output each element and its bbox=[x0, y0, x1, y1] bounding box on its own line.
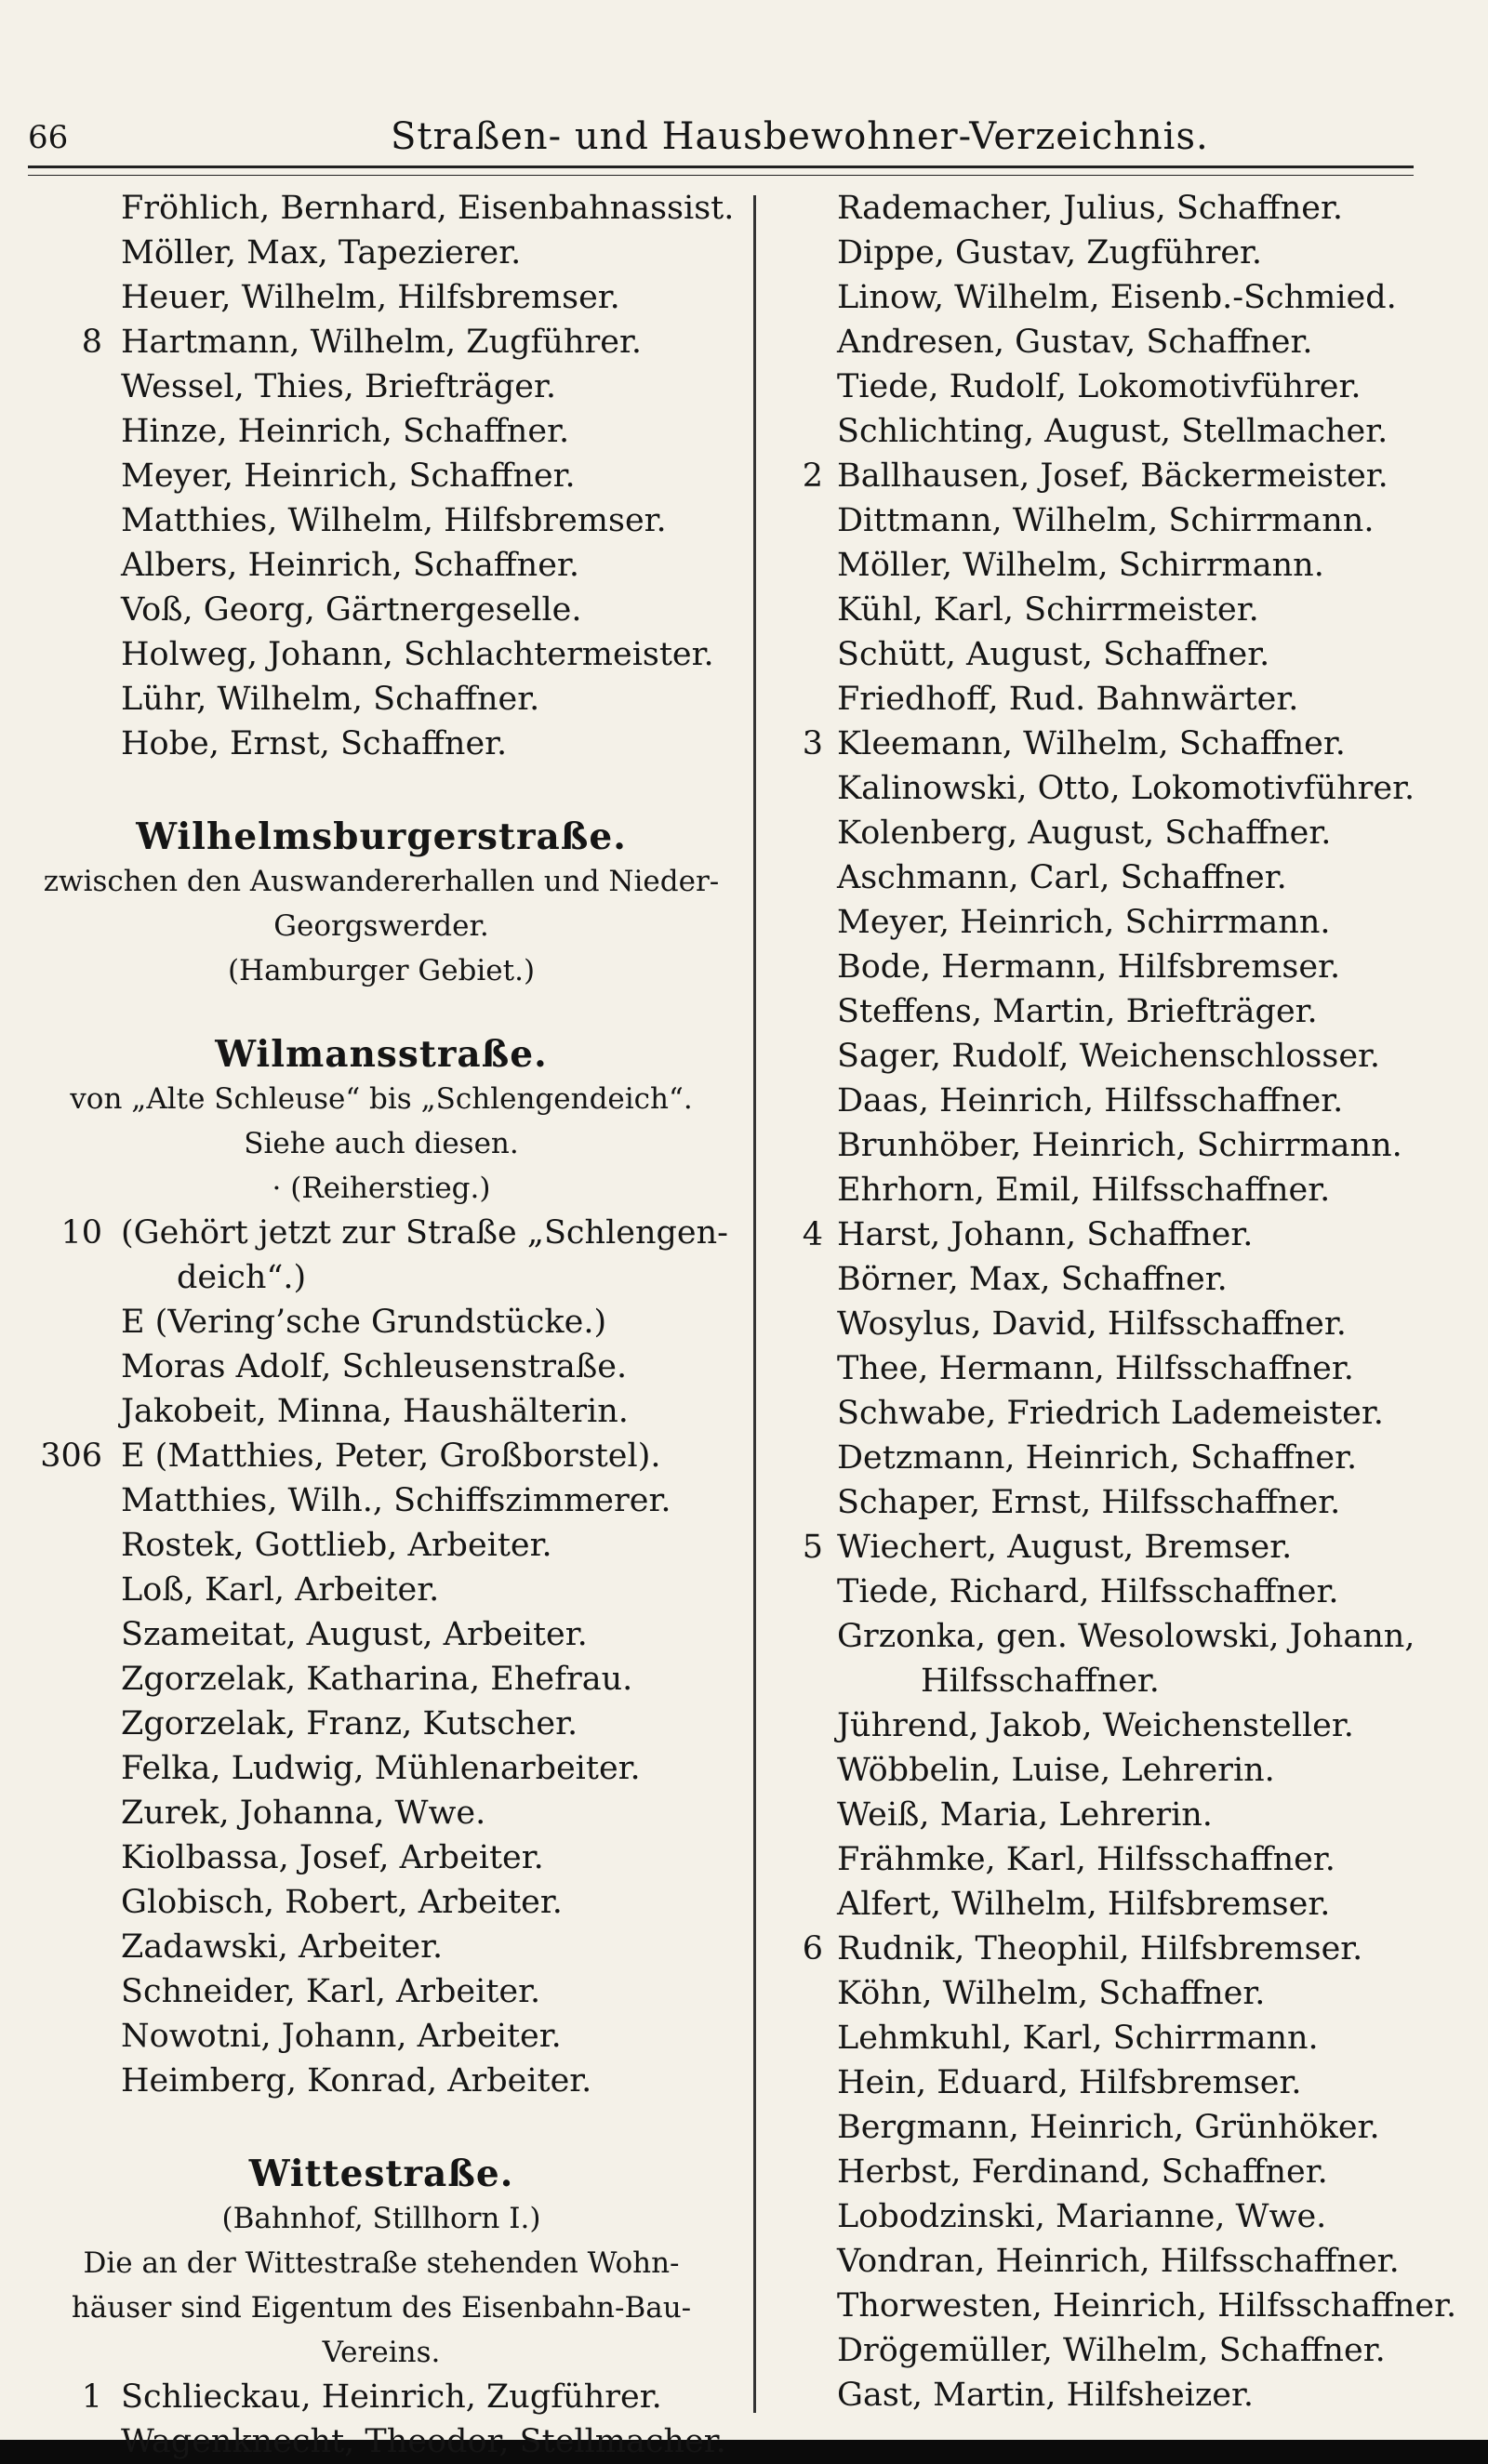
resident-text: Tiede, Rudolf, Lokomotivführer. bbox=[837, 368, 1362, 405]
resident-text: Jakobeit, Minna, Haushälterin. bbox=[121, 1393, 629, 1430]
resident-text: Möller, Max, Tapezierer. bbox=[121, 234, 522, 272]
resident-text: Herbst, Ferdinand, Schaffner. bbox=[837, 2153, 1328, 2191]
resident-text: Linow, Wilhelm, Eisenb.-Schmied. bbox=[837, 279, 1397, 316]
house-number-entry bbox=[28, 1211, 735, 1255]
street-description: von „Alte Schleuse“ bis „Schlengendeich“. bbox=[70, 1082, 693, 1116]
resident-list-continued bbox=[28, 186, 735, 766]
house-number: 10 bbox=[60, 1214, 102, 1252]
resident-entry bbox=[28, 1925, 735, 1969]
resident-text: Köhn, Wilhelm, Schaffner. bbox=[837, 1975, 1266, 2012]
house-number-entry bbox=[781, 722, 1469, 766]
resident-text: Wöbbelin, Luise, Lehrerin. bbox=[837, 1752, 1275, 1789]
resident-text: Weiß, Maria, Lehrerin. bbox=[837, 1796, 1213, 1834]
street-description: Georgswerder. bbox=[273, 909, 489, 943]
street-description: häuser sind Eigentum des Eisenbahn-Bau- bbox=[71, 2291, 692, 2325]
house-number-entry bbox=[781, 454, 1469, 498]
resident-text: Rudnik, Theophil, Hilfsbremser. bbox=[837, 1930, 1363, 1967]
resident-entry bbox=[781, 855, 1469, 900]
resident-text: Moras Adolf, Schleusenstraße. bbox=[121, 1348, 628, 1385]
resident-text: Kolenberg, August, Schaffner. bbox=[837, 815, 1332, 852]
street-heading-wittestrasse: Wittestraße. bbox=[248, 2153, 514, 2195]
resident-text: Szameitat, August, Arbeiter. bbox=[121, 1616, 588, 1653]
resident-text: Kiolbassa, Josef, Arbeiter. bbox=[121, 1839, 544, 1876]
resident-entry bbox=[781, 1748, 1469, 1793]
resident-entry bbox=[781, 2373, 1469, 2418]
resident-text: Lobodzinski, Marianne, Wwe. bbox=[837, 2198, 1327, 2235]
resident-text: Dippe, Gustav, Zugführer. bbox=[837, 234, 1263, 272]
resident-list-wilmansstrasse bbox=[28, 1211, 735, 2103]
resident-text: Schaper, Ernst, Hilfsschaffner. bbox=[837, 1484, 1341, 1521]
resident-text: Alfert, Wilhelm, Hilfsbremser. bbox=[837, 1886, 1331, 1923]
resident-text: Fröhlich, Bernhard, Eisenbahnassist. bbox=[121, 190, 735, 227]
house-number: 5 bbox=[802, 1529, 823, 1566]
house-number: 3 bbox=[802, 725, 823, 762]
resident-list-wittestrasse bbox=[28, 2375, 735, 2464]
header-rule-bottom bbox=[28, 175, 1414, 176]
street-note: (Hamburger Gebiet.) bbox=[227, 954, 536, 987]
resident-text: Wosylus, David, Hilfsschaffner. bbox=[837, 1305, 1347, 1343]
resident-entry bbox=[781, 2105, 1469, 2150]
resident-entry bbox=[28, 588, 735, 632]
resident-text: Bergmann, Heinrich, Grünhöker. bbox=[837, 2109, 1380, 2146]
resident-entry bbox=[781, 677, 1469, 722]
resident-entry bbox=[781, 989, 1469, 1034]
resident-entry bbox=[28, 2014, 735, 2059]
resident-text: Hinze, Heinrich, Schaffner. bbox=[121, 413, 570, 450]
resident-text: Vondran, Heinrich, Hilfsschaffner. bbox=[837, 2243, 1400, 2280]
resident-entry bbox=[28, 498, 735, 543]
resident-text: Daas, Heinrich, Hilfsschaffner. bbox=[837, 1082, 1344, 1119]
resident-text: Gast, Martin, Hilfsheizer. bbox=[837, 2377, 1255, 2414]
resident-text: Detzmann, Heinrich, Schaffner. bbox=[837, 1439, 1358, 1477]
resident-entry bbox=[28, 1880, 735, 1925]
resident-text: Albers, Heinrich, Schaffner. bbox=[121, 547, 579, 584]
resident-text: Holweg, Johann, Schlachtermeister. bbox=[121, 636, 714, 673]
resident-entry bbox=[781, 231, 1469, 275]
resident-text: Schlieckau, Heinrich, Zugführer. bbox=[121, 2378, 662, 2416]
street-description: Die an der Wittestraße stehenden Wohn- bbox=[83, 2246, 680, 2280]
resident-text: Drögemüller, Wilhelm, Schaffner. bbox=[837, 2332, 1386, 2369]
resident-entry bbox=[781, 1034, 1469, 1079]
resident-entry bbox=[781, 1079, 1469, 1123]
resident-text: Zadawski, Arbeiter. bbox=[121, 1928, 444, 1966]
street-heading-wilhelmsburgerstrasse: Wilhelmsburgerstraße. bbox=[136, 815, 627, 858]
resident-entry bbox=[781, 766, 1469, 811]
resident-text: E (Matthies, Peter, Großborstel). bbox=[121, 1437, 661, 1475]
resident-text: Börner, Max, Schaffner. bbox=[837, 1261, 1228, 1298]
resident-text: Thorwesten, Heinrich, Hilfsschaffner. bbox=[837, 2287, 1457, 2325]
resident-entry bbox=[28, 186, 735, 231]
resident-text: Lühr, Wilhelm, Schaffner. bbox=[121, 681, 540, 718]
resident-text: Steffens, Martin, Briefträger. bbox=[837, 993, 1318, 1030]
resident-entry bbox=[28, 1300, 735, 1345]
house-number: 306 bbox=[40, 1437, 102, 1475]
resident-text: Wessel, Thies, Briefträger. bbox=[121, 368, 557, 405]
street-description: Vereins. bbox=[322, 2336, 441, 2369]
resident-text: Rostek, Gottlieb, Arbeiter. bbox=[121, 1527, 552, 1564]
house-number: 2 bbox=[802, 457, 823, 495]
header-rule-top bbox=[28, 166, 1414, 168]
resident-entry bbox=[781, 2239, 1469, 2284]
resident-text: Möller, Wilhelm, Schirrmann. bbox=[837, 547, 1324, 584]
resident-text: Hartmann, Wilhelm, Zugführer. bbox=[121, 324, 642, 361]
resident-entry bbox=[28, 1523, 735, 1568]
resident-entry bbox=[781, 2194, 1469, 2239]
resident-text: Ballhausen, Josef, Bäckermeister. bbox=[837, 457, 1388, 495]
resident-entry bbox=[781, 364, 1469, 409]
resident-entry bbox=[781, 1793, 1469, 1837]
resident-entry bbox=[781, 2016, 1469, 2060]
resident-entry bbox=[28, 1612, 735, 1657]
resident-text: (Gehört jetzt zur Straße „Schlengen- bbox=[121, 1214, 729, 1252]
resident-entry bbox=[28, 1389, 735, 1434]
house-number: 4 bbox=[802, 1216, 823, 1253]
resident-text: Hein, Eduard, Hilfsbremser. bbox=[837, 2064, 1302, 2101]
resident-entry bbox=[781, 1614, 1469, 1659]
resident-entry bbox=[781, 186, 1469, 231]
street-description: Siehe auch diesen. bbox=[244, 1127, 519, 1160]
resident-entry bbox=[781, 1480, 1469, 1525]
resident-entry bbox=[28, 364, 735, 409]
resident-entry bbox=[781, 1257, 1469, 1302]
resident-text: Kühl, Karl, Schirrmeister. bbox=[837, 591, 1259, 629]
resident-text: Aschmann, Carl, Schaffner. bbox=[837, 859, 1287, 896]
resident-text: Wiechert, August, Bremser. bbox=[837, 1529, 1293, 1566]
resident-entry bbox=[28, 1969, 735, 2014]
resident-text: deich“.) bbox=[177, 1259, 307, 1296]
resident-text: Voß, Georg, Gärtnergeselle. bbox=[121, 591, 582, 629]
resident-entry bbox=[781, 498, 1469, 543]
resident-entry bbox=[28, 454, 735, 498]
resident-entry bbox=[28, 1746, 735, 1791]
resident-text: Brunhöber, Heinrich, Schirrmann. bbox=[837, 1127, 1402, 1164]
resident-text: Friedhoff, Rud. Bahnwärter. bbox=[837, 681, 1299, 718]
resident-entry bbox=[28, 231, 735, 275]
house-number: 1 bbox=[81, 2378, 102, 2416]
resident-entry bbox=[28, 275, 735, 320]
resident-entry bbox=[781, 1346, 1469, 1391]
resident-entry bbox=[781, 1837, 1469, 1882]
resident-text: Thee, Hermann, Hilfsschaffner. bbox=[837, 1350, 1354, 1387]
resident-entry bbox=[781, 632, 1469, 677]
resident-text: Schwabe, Friedrich Lademeister. bbox=[837, 1395, 1384, 1432]
house-number-entry bbox=[28, 1434, 735, 1478]
house-number-entry bbox=[28, 2375, 735, 2419]
resident-entry bbox=[781, 1168, 1469, 1212]
resident-entry bbox=[28, 677, 735, 722]
house-number-entry bbox=[781, 1525, 1469, 1570]
resident-text: Matthies, Wilh., Schiffszimmerer. bbox=[121, 1482, 671, 1519]
resident-entry bbox=[781, 1703, 1469, 1748]
house-number-entry bbox=[781, 1212, 1469, 1257]
resident-entry bbox=[781, 1391, 1469, 1436]
resident-text: Grzonka, gen. Wesolowski, Johann, bbox=[837, 1618, 1415, 1655]
resident-text: Kleemann, Wilhelm, Schaffner. bbox=[837, 725, 1346, 762]
resident-entry bbox=[28, 722, 735, 766]
resident-entry bbox=[781, 1971, 1469, 2016]
street-heading-wilmansstrasse: Wilmansstraße. bbox=[215, 1033, 548, 1076]
left-column bbox=[28, 186, 735, 2464]
resident-entry bbox=[781, 1302, 1469, 1346]
house-number-entry bbox=[781, 1927, 1469, 1971]
resident-entry bbox=[28, 632, 735, 677]
resident-text: Zurek, Johanna, Wwe. bbox=[121, 1795, 486, 1832]
resident-text: Hilfsschaffner. bbox=[921, 1663, 1160, 1700]
resident-entry bbox=[781, 2060, 1469, 2105]
resident-entry bbox=[781, 275, 1469, 320]
resident-text: Ehrhorn, Emil, Hilfsschaffner. bbox=[837, 1172, 1331, 1209]
resident-text: Jührend, Jakob, Weichensteller. bbox=[837, 1707, 1354, 1744]
resident-entry bbox=[28, 1835, 735, 1880]
resident-entry bbox=[781, 1882, 1469, 1927]
resident-entry bbox=[781, 945, 1469, 989]
resident-text: Zgorzelak, Katharina, Ehefrau. bbox=[121, 1661, 633, 1698]
street-note: · (Reiherstieg.) bbox=[272, 1172, 491, 1205]
resident-entry bbox=[28, 1657, 735, 1702]
resident-text: Zgorzelak, Franz, Kutscher. bbox=[121, 1705, 578, 1742]
resident-text: Lehmkuhl, Karl, Schirrmann. bbox=[837, 2020, 1319, 2057]
page-number: 66 bbox=[28, 119, 69, 156]
resident-entry bbox=[28, 1478, 735, 1523]
resident-entry bbox=[28, 543, 735, 588]
resident-entry bbox=[28, 1568, 735, 1612]
resident-text: Andresen, Gustav, Schaffner. bbox=[837, 324, 1313, 361]
resident-entry bbox=[781, 1659, 1469, 1703]
resident-text: Rademacher, Julius, Schaffner. bbox=[837, 190, 1344, 227]
resident-text: Bode, Hermann, Hilfsbremser. bbox=[837, 948, 1341, 986]
street-note: (Bahnhof, Stillhorn I.) bbox=[221, 2202, 541, 2235]
resident-entry bbox=[28, 1255, 735, 1300]
resident-text: Sager, Rudolf, Weichenschlosser. bbox=[837, 1038, 1381, 1075]
resident-entry bbox=[28, 1702, 735, 1746]
resident-text: Schneider, Karl, Arbeiter. bbox=[121, 1973, 541, 2010]
page-title: Straßen- und Hausbewohner-Verzeichnis. bbox=[391, 115, 1209, 158]
column-divider bbox=[753, 195, 756, 2413]
resident-text: E (Vering’sche Grundstücke.) bbox=[121, 1304, 607, 1341]
resident-entry bbox=[28, 2059, 735, 2103]
resident-entry bbox=[781, 2284, 1469, 2328]
resident-text: Frähmke, Karl, Hilfsschaffner. bbox=[837, 1841, 1335, 1878]
street-description: zwischen den Auswandererhallen und Nieder- bbox=[43, 865, 720, 898]
house-number-entry bbox=[28, 320, 735, 364]
resident-entry bbox=[781, 409, 1469, 454]
resident-entry bbox=[781, 811, 1469, 855]
resident-text: Wagenknecht, Theodor, Stellmacher. bbox=[121, 2423, 726, 2460]
resident-text: Hobe, Ernst, Schaffner. bbox=[121, 725, 508, 762]
resident-text: Kalinowski, Otto, Lokomotivführer. bbox=[837, 770, 1415, 807]
resident-entry bbox=[28, 2419, 735, 2464]
house-number: 6 bbox=[802, 1930, 823, 1967]
resident-entry bbox=[781, 588, 1469, 632]
resident-entry bbox=[781, 1570, 1469, 1614]
resident-text: Schlichting, August, Stellmacher. bbox=[837, 413, 1388, 450]
resident-entry bbox=[781, 1123, 1469, 1168]
resident-text: Globisch, Robert, Arbeiter. bbox=[121, 1884, 563, 1921]
resident-text: Dittmann, Wilhelm, Schirrmann. bbox=[837, 502, 1375, 539]
resident-text: Felka, Ludwig, Mühlenarbeiter. bbox=[121, 1750, 641, 1787]
resident-entry bbox=[781, 2328, 1469, 2373]
resident-text: Loß, Karl, Arbeiter. bbox=[121, 1571, 440, 1609]
resident-entry bbox=[781, 900, 1469, 945]
resident-text: Matthies, Wilhelm, Hilfsbremser. bbox=[121, 502, 667, 539]
resident-text: Tiede, Richard, Hilfsschaffner. bbox=[837, 1573, 1339, 1610]
resident-text: Heimberg, Konrad, Arbeiter. bbox=[121, 2062, 592, 2100]
house-number: 8 bbox=[81, 324, 102, 361]
resident-entry bbox=[781, 2150, 1469, 2194]
page-header bbox=[28, 112, 1414, 169]
resident-entry bbox=[781, 320, 1469, 364]
resident-entry bbox=[28, 409, 735, 454]
resident-entry bbox=[28, 1345, 735, 1389]
resident-text: Harst, Johann, Schaffner. bbox=[837, 1216, 1254, 1253]
resident-entry bbox=[28, 1791, 735, 1835]
resident-entry bbox=[781, 1436, 1469, 1480]
resident-entry bbox=[781, 543, 1469, 588]
resident-text: Heuer, Wilhelm, Hilfsbremser. bbox=[121, 279, 620, 316]
resident-text: Nowotni, Johann, Arbeiter. bbox=[121, 2018, 562, 2055]
resident-text: Meyer, Heinrich, Schaffner. bbox=[121, 457, 576, 495]
resident-text: Meyer, Heinrich, Schirrmann. bbox=[837, 904, 1331, 941]
resident-text: Schütt, August, Schaffner. bbox=[837, 636, 1270, 673]
resident-list-wittestrasse-continued bbox=[781, 186, 1469, 2418]
right-column bbox=[781, 186, 1469, 2418]
